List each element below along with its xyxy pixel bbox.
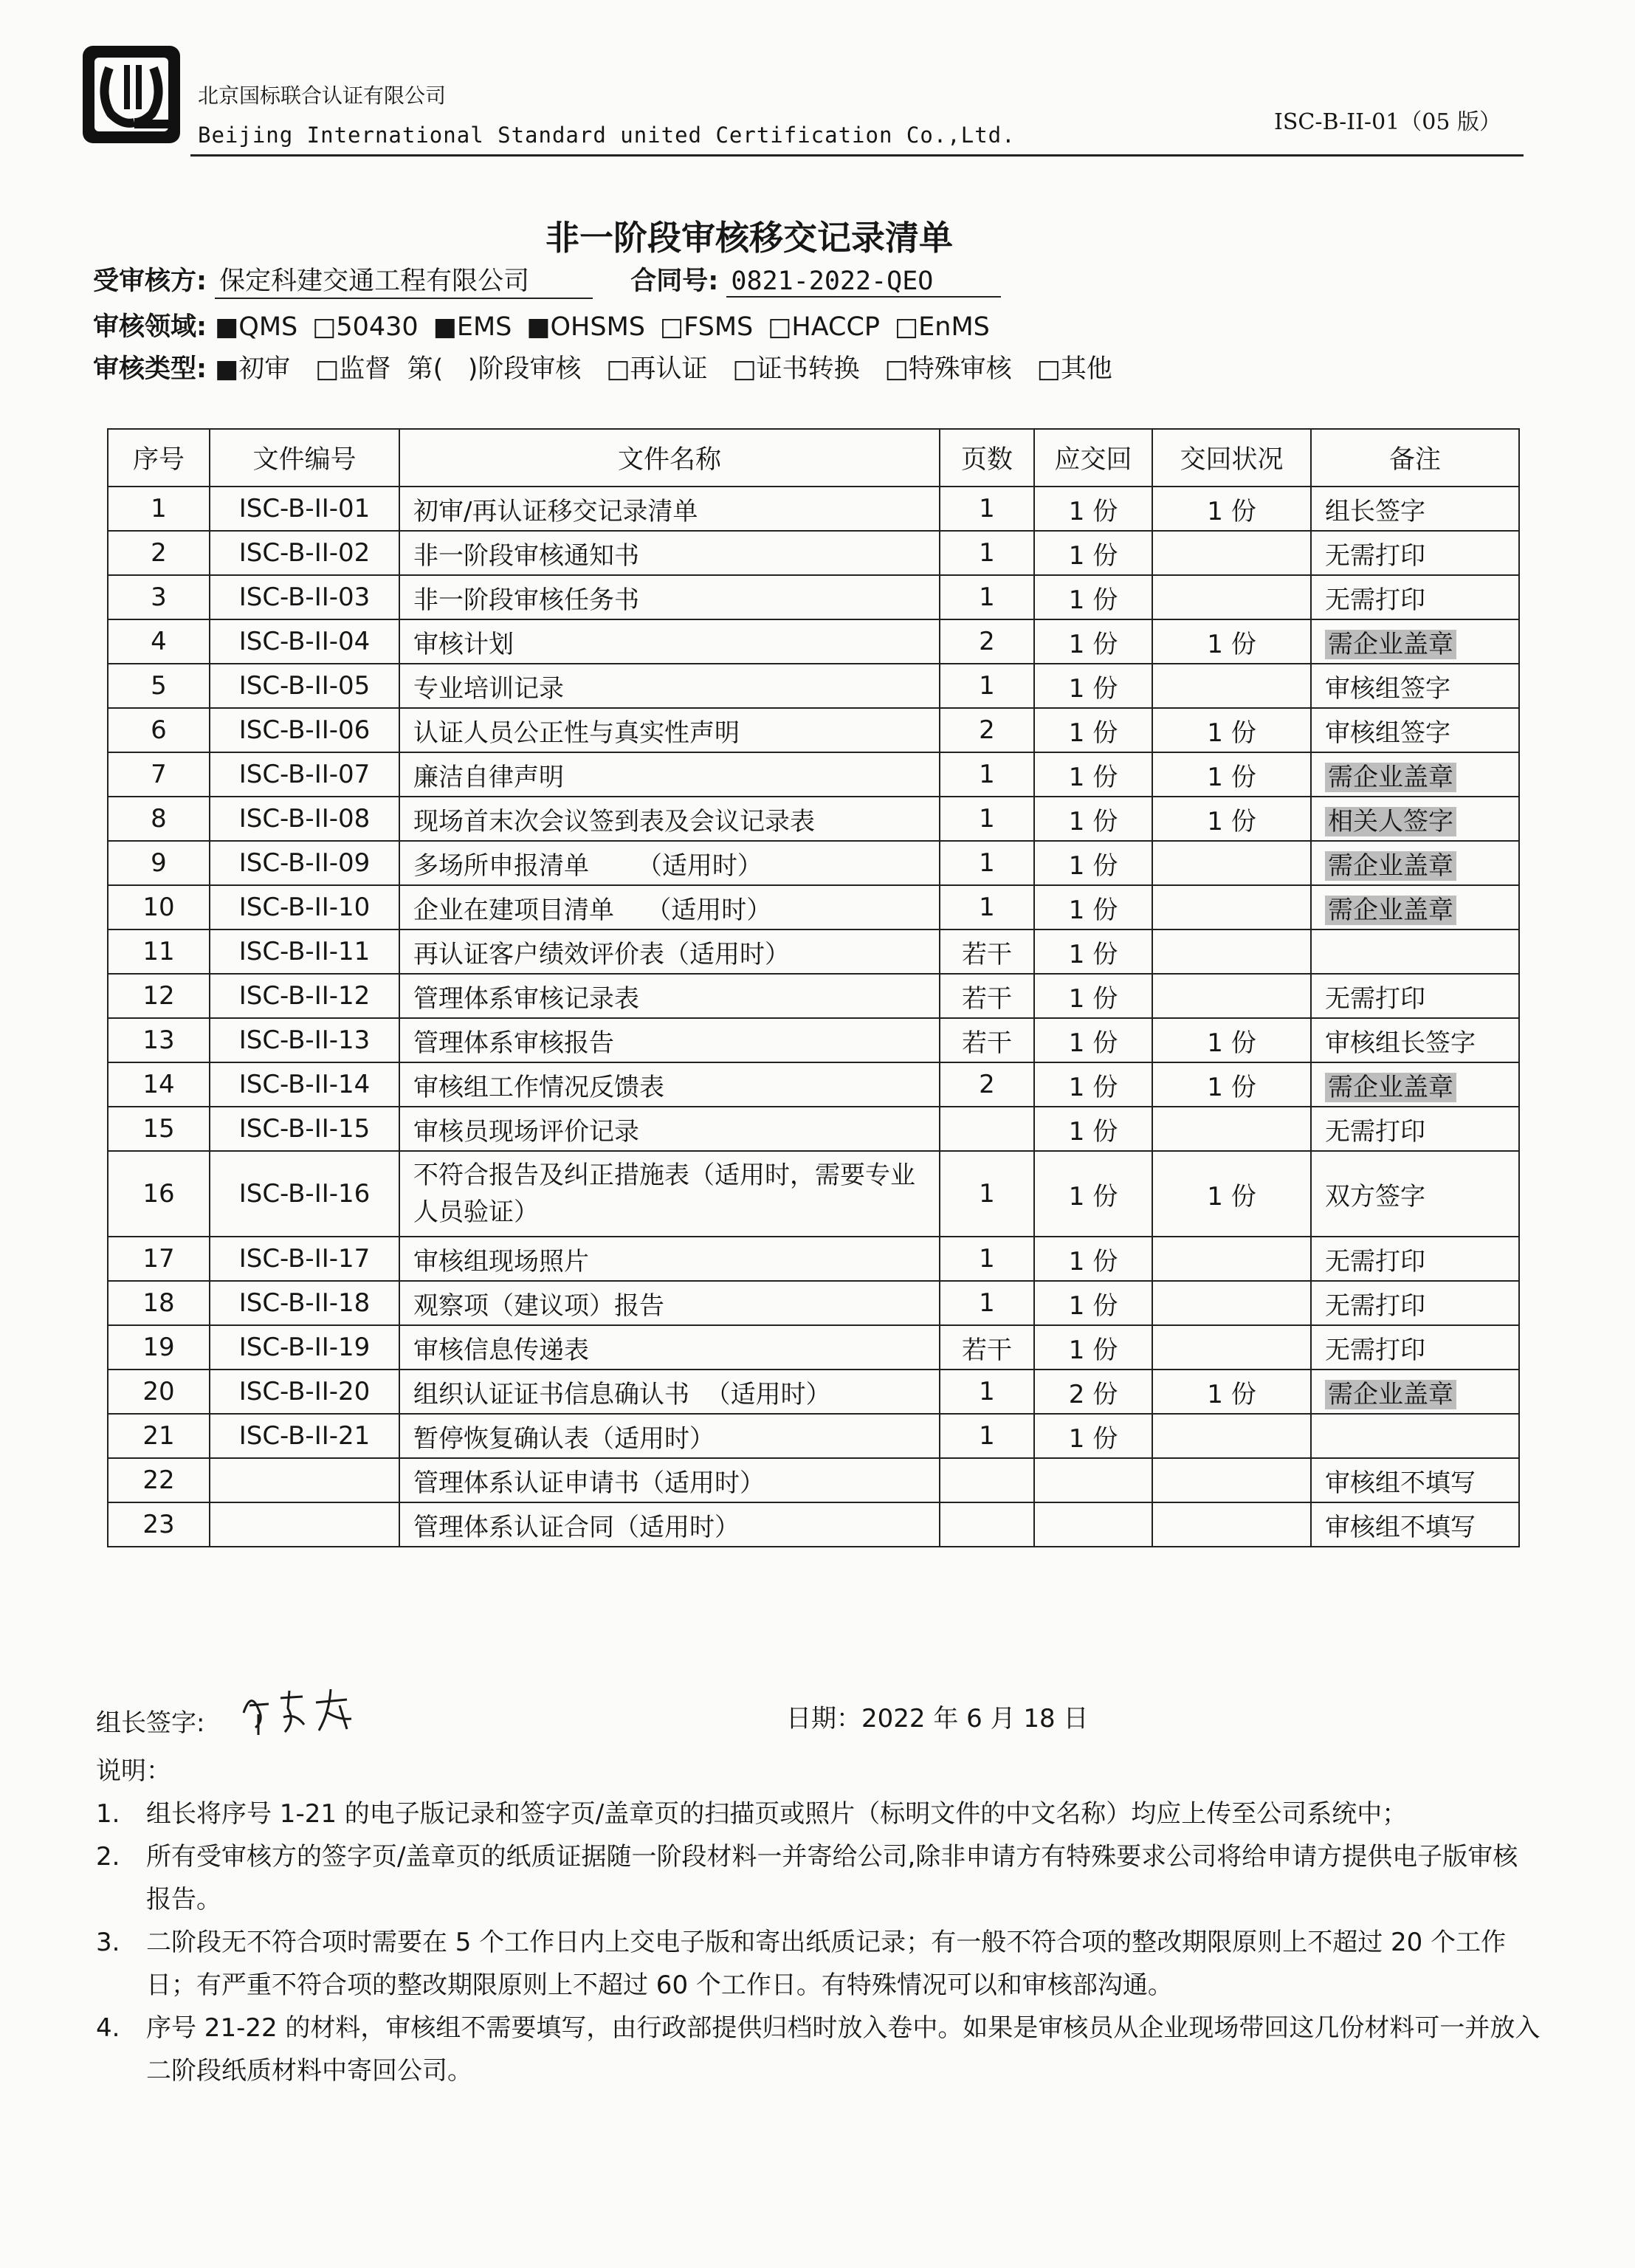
date-text: 日期：2022 年 6 月 18 日	[786, 1704, 1089, 1733]
cell-no: 11	[108, 929, 210, 974]
cell-returned: 1 份	[1152, 752, 1311, 797]
cell-file-name: 企业在建项目清单 （适用时）	[399, 885, 940, 929]
cell-file-code: ISC-B-II-20	[210, 1370, 399, 1414]
auditee-line	[93, 261, 1001, 299]
col-header-code: 文件编号	[210, 429, 399, 487]
type-options	[215, 354, 1137, 384]
checkbox-icon: □	[659, 312, 684, 342]
note-item	[96, 2007, 1543, 2092]
cell-pages: 1	[940, 531, 1034, 575]
table-row	[108, 1370, 1519, 1414]
cell-pages: 1	[940, 885, 1034, 929]
cell-file-code: ISC-B-II-01	[210, 487, 399, 531]
table-row	[108, 531, 1519, 575]
cell-pages	[940, 1107, 1034, 1151]
domain-option	[660, 312, 753, 342]
audit-domain-line	[93, 306, 1005, 343]
type-option	[215, 354, 290, 384]
domain-option	[526, 312, 645, 342]
remark-highlight: 需企业盖章	[1325, 896, 1456, 925]
cell-file-name: 审核员现场评价记录	[399, 1107, 940, 1151]
cell-pages: 1	[940, 487, 1034, 531]
cell-due: 1 份	[1034, 531, 1152, 575]
note-text: 二阶段无不符合项时需要在 5 个工作日内上交电子版和寄出纸质记录；有一般不符合项的整改期限原则上不超过 20 个工作日；有严重不符合项的整改期限原则上不超过 60 个工作日。有特殊情况可以和审核部沟通。	[146, 1928, 1507, 2000]
cell-file-code: ISC-B-II-09	[210, 841, 399, 885]
remark-highlight: 需企业盖章	[1325, 1380, 1456, 1409]
cell-file-code: ISC-B-II-06	[210, 708, 399, 752]
type-option-label: 证书转换	[756, 354, 860, 384]
cell-file-name: 暂停恢复确认表（适用时）	[399, 1414, 940, 1458]
cell-pages: 1	[940, 1237, 1034, 1281]
cell-returned	[1152, 1237, 1311, 1281]
cell-returned	[1152, 575, 1311, 619]
cell-due: 1 份	[1034, 797, 1152, 841]
cell-returned	[1152, 929, 1311, 974]
checkbox-icon: ■	[526, 312, 551, 342]
cell-due: 1 份	[1034, 929, 1152, 974]
cell-remark	[1311, 619, 1519, 664]
cell-file-name: 组织认证证书信息确认书 （适用时）	[399, 1370, 940, 1414]
table-row	[108, 1151, 1519, 1237]
cell-due: 1 份	[1034, 974, 1152, 1018]
cell-due: 1 份	[1034, 1107, 1152, 1151]
cell-due: 1 份	[1034, 575, 1152, 619]
checkbox-icon: □	[1036, 354, 1061, 384]
cell-no: 9	[108, 841, 210, 885]
notes-list	[96, 1793, 1543, 2092]
checkbox-icon: □	[312, 312, 337, 342]
table-row	[108, 841, 1519, 885]
cell-file-code: ISC-B-II-03	[210, 575, 399, 619]
cell-due: 1 份	[1034, 1018, 1152, 1062]
domain-option-label: HACCP	[791, 312, 881, 342]
cell-file-name: 审核组工作情况反馈表	[399, 1062, 940, 1107]
domain-option	[312, 312, 418, 342]
cell-file-code: ISC-B-II-05	[210, 664, 399, 708]
cell-pages	[940, 1502, 1034, 1547]
domain-option-label: 50430	[336, 312, 419, 342]
cell-remark: 组长签字	[1311, 487, 1519, 531]
type-label: 审核类型:	[93, 354, 207, 384]
col-header-pages: 页数	[940, 429, 1034, 487]
leader-signature-label: 组长签字:	[96, 1708, 205, 1738]
cell-remark: 无需打印	[1311, 1107, 1519, 1151]
cell-no: 5	[108, 664, 210, 708]
cell-pages: 若干	[940, 1325, 1034, 1370]
note-item	[96, 1835, 1543, 1921]
notes-title: 说明：	[96, 1756, 171, 1786]
cell-due: 1 份	[1034, 752, 1152, 797]
company-logo	[80, 43, 187, 154]
cell-file-name: 多场所申报清单 （适用时）	[399, 841, 940, 885]
cell-returned	[1152, 1325, 1311, 1370]
type-option-label: 初审	[238, 354, 291, 384]
cell-pages: 1	[940, 1151, 1034, 1237]
cell-remark: 无需打印	[1311, 974, 1519, 1018]
cell-no: 22	[108, 1458, 210, 1502]
type-option	[606, 354, 707, 384]
cell-no: 21	[108, 1414, 210, 1458]
table-row	[108, 1237, 1519, 1281]
cell-file-code: ISC-B-II-02	[210, 531, 399, 575]
checkbox-icon: ■	[433, 312, 457, 342]
type-option	[733, 354, 860, 384]
cell-returned	[1152, 531, 1311, 575]
cell-no: 6	[108, 708, 210, 752]
cell-due: 1 份	[1034, 1281, 1152, 1325]
checkbox-icon: □	[768, 312, 792, 342]
type-option-label: 监督 第( )阶段审核	[339, 354, 582, 384]
cell-file-name: 认证人员公正性与真实性声明	[399, 708, 940, 752]
note-number: 4.	[96, 2013, 120, 2043]
cell-file-name: 管理体系认证合同（适用时）	[399, 1502, 940, 1547]
contract-value: 0821-2022-QEO	[726, 267, 1001, 298]
cell-no: 15	[108, 1107, 210, 1151]
cell-file-code: ISC-B-II-15	[210, 1107, 399, 1151]
cell-due: 1 份	[1034, 619, 1152, 664]
remark-highlight: 需企业盖章	[1325, 851, 1456, 881]
domain-option	[768, 312, 880, 342]
remark-highlight: 相关人签字	[1325, 807, 1456, 836]
checkbox-icon: □	[315, 354, 340, 384]
cell-remark: 审核组签字	[1311, 664, 1519, 708]
cell-no: 17	[108, 1237, 210, 1281]
cell-file-name: 初审/再认证移交记录清单	[399, 487, 940, 531]
cell-file-code: ISC-B-II-10	[210, 885, 399, 929]
domain-option-label: EMS	[456, 312, 512, 342]
table-row	[108, 664, 1519, 708]
cell-file-code: ISC-B-II-13	[210, 1018, 399, 1062]
checkbox-icon: ■	[215, 312, 239, 342]
cell-returned: 1 份	[1152, 1062, 1311, 1107]
cell-file-name: 管理体系审核报告	[399, 1018, 940, 1062]
cell-remark	[1311, 1062, 1519, 1107]
cell-pages: 1	[940, 1281, 1034, 1325]
note-item	[96, 1793, 1543, 1835]
cell-pages: 若干	[940, 1018, 1034, 1062]
cell-due: 1 份	[1034, 708, 1152, 752]
type-option	[1037, 354, 1112, 384]
cell-remark: 无需打印	[1311, 1281, 1519, 1325]
domain-option	[215, 312, 297, 342]
cell-remark: 无需打印	[1311, 1237, 1519, 1281]
table-row	[108, 1107, 1519, 1151]
cell-returned	[1152, 1414, 1311, 1458]
table-row	[108, 619, 1519, 664]
table-row	[108, 1062, 1519, 1107]
table-body	[108, 487, 1519, 1547]
table-row	[108, 1018, 1519, 1062]
cell-returned	[1152, 1281, 1311, 1325]
table-row	[108, 752, 1519, 797]
cell-no: 20	[108, 1370, 210, 1414]
cell-file-name: 非一阶段审核通知书	[399, 531, 940, 575]
domain-option-label: QMS	[238, 312, 298, 342]
cell-no: 7	[108, 752, 210, 797]
note-number: 2.	[96, 1842, 120, 1872]
auditee-value: 保定科建交通工程有限公司	[215, 261, 593, 299]
cell-file-name: 审核计划	[399, 619, 940, 664]
cell-returned: 1 份	[1152, 1018, 1311, 1062]
cell-remark	[1311, 929, 1519, 974]
cell-pages: 1	[940, 1414, 1034, 1458]
col-header-no: 序号	[108, 429, 210, 487]
cell-pages: 1	[940, 752, 1034, 797]
col-header-remark: 备注	[1311, 429, 1519, 487]
domain-option	[433, 312, 512, 342]
cell-file-code: ISC-B-II-17	[210, 1237, 399, 1281]
cell-remark	[1311, 1370, 1519, 1414]
domain-options	[215, 312, 1005, 342]
cell-remark	[1311, 885, 1519, 929]
contract-label: 合同号:	[630, 267, 719, 296]
table-row	[108, 1414, 1519, 1458]
cell-returned: 1 份	[1152, 1151, 1311, 1237]
cell-remark	[1311, 841, 1519, 885]
cell-file-name: 审核信息传递表	[399, 1325, 940, 1370]
audit-type-line	[93, 348, 1137, 385]
cell-remark	[1311, 752, 1519, 797]
cell-remark: 无需打印	[1311, 531, 1519, 575]
cell-remark	[1311, 797, 1519, 841]
cell-due: 1 份	[1034, 1151, 1152, 1237]
cell-returned	[1152, 1458, 1311, 1502]
cell-remark: 双方签字	[1311, 1151, 1519, 1237]
cell-no: 16	[108, 1151, 210, 1237]
cell-no: 23	[108, 1502, 210, 1547]
cell-no: 18	[108, 1281, 210, 1325]
cell-file-code	[210, 1502, 399, 1547]
note-text: 所有受审核方的签字页/盖章页的纸质证据随一阶段材料一并寄给公司,除非申请方有特殊要求公司将给申请方提供电子版审核报告。	[146, 1842, 1518, 1914]
domain-option	[895, 312, 990, 342]
cell-pages: 2	[940, 708, 1034, 752]
cell-returned	[1152, 885, 1311, 929]
cell-returned: 1 份	[1152, 797, 1311, 841]
cell-no: 2	[108, 531, 210, 575]
table-row	[108, 575, 1519, 619]
cell-no: 4	[108, 619, 210, 664]
cell-returned: 1 份	[1152, 487, 1311, 531]
cell-file-name: 非一阶段审核任务书	[399, 575, 940, 619]
cell-pages: 1	[940, 575, 1034, 619]
note-number: 3.	[96, 1928, 120, 1957]
remark-highlight: 需企业盖章	[1325, 763, 1456, 792]
cell-no: 19	[108, 1325, 210, 1370]
page-title: 非一阶段审核移交记录清单	[545, 218, 953, 258]
table-row	[108, 1502, 1519, 1547]
table-row	[108, 1325, 1519, 1370]
cell-file-code: ISC-B-II-16	[210, 1151, 399, 1237]
cell-no: 14	[108, 1062, 210, 1107]
note-text: 序号 21-22 的材料，审核组不需要填写，由行政部提供归档时放入卷中。如果是审核员从企业现场带回这几份材料可一并放入二阶段纸质材料中寄回公司。	[146, 2013, 1541, 2086]
handover-table	[107, 428, 1520, 1547]
cell-no: 13	[108, 1018, 210, 1062]
table-header-row	[108, 429, 1519, 487]
cell-file-code	[210, 1458, 399, 1502]
table-row	[108, 487, 1519, 531]
cell-remark: 审核组不填写	[1311, 1502, 1519, 1547]
checkbox-icon: □	[884, 354, 909, 384]
cell-no: 12	[108, 974, 210, 1018]
cell-due: 2 份	[1034, 1370, 1152, 1414]
note-number: 1.	[96, 1799, 120, 1829]
cell-returned	[1152, 841, 1311, 885]
cell-file-code: ISC-B-II-21	[210, 1414, 399, 1458]
cell-pages: 2	[940, 619, 1034, 664]
checkbox-icon: ■	[215, 354, 239, 384]
cell-file-name: 观察项（建议项）报告	[399, 1281, 940, 1325]
cell-due: 1 份	[1034, 664, 1152, 708]
table-row	[108, 797, 1519, 841]
remark-highlight: 需企业盖章	[1325, 630, 1456, 659]
header-rule	[190, 154, 1524, 157]
cell-due: 1 份	[1034, 487, 1152, 531]
checkbox-icon: □	[895, 312, 919, 342]
company-name-cn: 北京国标联合认证有限公司	[198, 83, 447, 108]
cell-due: 1 份	[1034, 1325, 1152, 1370]
document-code: ISC-B-II-01（05 版）	[1274, 109, 1501, 135]
cell-file-name: 管理体系认证申请书（适用时）	[399, 1458, 940, 1502]
note-text: 组长将序号 1-21 的电子版记录和签字页/盖章页的扫描页或照片（标明文件的中文名称）均应上传至公司系统中；	[146, 1799, 1408, 1829]
table-row	[108, 885, 1519, 929]
type-option	[885, 354, 1012, 384]
cell-file-code: ISC-B-II-07	[210, 752, 399, 797]
cell-no: 3	[108, 575, 210, 619]
cell-pages: 若干	[940, 974, 1034, 1018]
col-header-returned: 交回状况	[1152, 429, 1311, 487]
cell-due: 1 份	[1034, 841, 1152, 885]
cell-due: 1 份	[1034, 1414, 1152, 1458]
cell-pages: 1	[940, 1370, 1034, 1414]
cell-due	[1034, 1458, 1152, 1502]
cell-pages: 1	[940, 841, 1034, 885]
cell-remark: 无需打印	[1311, 1325, 1519, 1370]
cell-file-name: 不符合报告及纠正措施表（适用时，需要专业人员验证）	[399, 1151, 940, 1237]
cell-pages: 1	[940, 664, 1034, 708]
cell-due: 1 份	[1034, 1237, 1152, 1281]
cell-no: 10	[108, 885, 210, 929]
checkbox-icon: □	[732, 354, 757, 384]
cell-remark: 审核组长签字	[1311, 1018, 1519, 1062]
cell-pages: 1	[940, 797, 1034, 841]
table-row	[108, 1458, 1519, 1502]
cell-remark	[1311, 1414, 1519, 1458]
cell-returned: 1 份	[1152, 1370, 1311, 1414]
cell-pages: 若干	[940, 929, 1034, 974]
cell-file-name: 廉洁自律声明	[399, 752, 940, 797]
cell-remark: 审核组不填写	[1311, 1458, 1519, 1502]
domain-option-label: FSMS	[684, 312, 754, 342]
cell-file-name: 再认证客户绩效评价表（适用时）	[399, 929, 940, 974]
cell-returned: 1 份	[1152, 619, 1311, 664]
leader-signature	[236, 1676, 362, 1742]
cell-returned	[1152, 1107, 1311, 1151]
cell-due	[1034, 1502, 1152, 1547]
type-option	[315, 354, 581, 384]
cell-file-name: 审核组现场照片	[399, 1237, 940, 1281]
cell-remark: 无需打印	[1311, 575, 1519, 619]
type-option-label: 再认证	[630, 354, 708, 384]
cell-returned	[1152, 664, 1311, 708]
auditee-label: 受审核方:	[93, 267, 207, 296]
cell-pages: 2	[940, 1062, 1034, 1107]
cell-due: 1 份	[1034, 1062, 1152, 1107]
cell-file-name: 专业培训记录	[399, 664, 940, 708]
cell-file-name: 现场首末次会议签到表及会议记录表	[399, 797, 940, 841]
type-option-label: 特殊审核	[908, 354, 1012, 384]
cell-no: 1	[108, 487, 210, 531]
cell-file-code: ISC-B-II-04	[210, 619, 399, 664]
cell-file-code: ISC-B-II-08	[210, 797, 399, 841]
company-name-en: Beijing International Standard united Certification Co.,Ltd.	[198, 123, 1016, 148]
cell-file-code: ISC-B-II-19	[210, 1325, 399, 1370]
cell-file-code: ISC-B-II-14	[210, 1062, 399, 1107]
table-row	[108, 708, 1519, 752]
cell-no: 8	[108, 797, 210, 841]
table-row	[108, 929, 1519, 974]
cell-file-code: ISC-B-II-11	[210, 929, 399, 974]
cell-returned: 1 份	[1152, 708, 1311, 752]
cell-due: 1 份	[1034, 885, 1152, 929]
table-row	[108, 1281, 1519, 1325]
col-header-due: 应交回	[1034, 429, 1152, 487]
domain-option-label: OHSMS	[550, 312, 645, 342]
type-option-label: 其他	[1060, 354, 1112, 384]
cell-returned	[1152, 974, 1311, 1018]
table-row	[108, 974, 1519, 1018]
remark-highlight: 需企业盖章	[1325, 1073, 1456, 1102]
domain-option-label: EnMS	[918, 312, 990, 342]
note-item	[96, 1921, 1543, 2007]
domain-label: 审核领域:	[93, 312, 207, 342]
cell-returned	[1152, 1502, 1311, 1547]
cell-file-name: 管理体系审核记录表	[399, 974, 940, 1018]
cell-remark: 审核组签字	[1311, 708, 1519, 752]
cell-file-code: ISC-B-II-12	[210, 974, 399, 1018]
col-header-name: 文件名称	[399, 429, 940, 487]
cell-pages	[940, 1458, 1034, 1502]
cell-file-code: ISC-B-II-18	[210, 1281, 399, 1325]
checkbox-icon: □	[606, 354, 630, 384]
notes-section	[96, 1750, 1543, 2092]
